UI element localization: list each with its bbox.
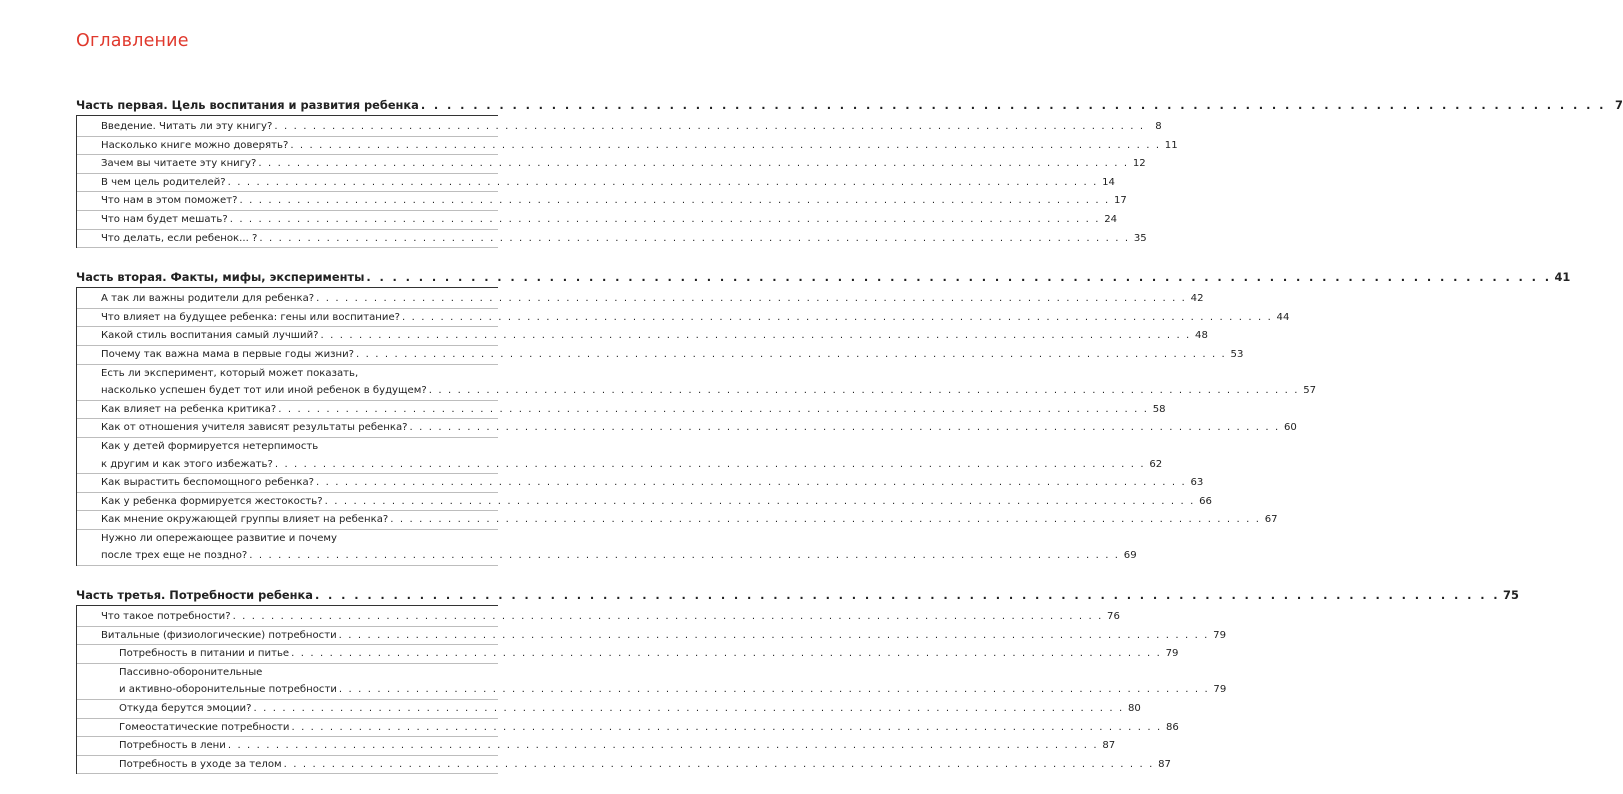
part-page-number: 75 — [1503, 588, 1519, 603]
entry-last-line — [101, 547, 1137, 565]
toc-entry[interactable] — [77, 756, 1171, 775]
entry-title: Насколько книге можно доверять? — [101, 139, 289, 151]
toc-part — [76, 586, 1519, 774]
entry-title: к другим и как этого избежать? — [101, 458, 273, 470]
entry-last-line — [101, 137, 1178, 155]
entry-page-number: 44 — [1276, 311, 1290, 323]
toc-entry[interactable] — [77, 627, 1226, 646]
toc-entry[interactable] — [77, 155, 1146, 174]
part-heading[interactable] — [76, 96, 1623, 116]
entry-last-line — [101, 327, 1208, 345]
entry-title: Витальные (физиологические) потребности — [101, 629, 337, 641]
dot-leader — [278, 401, 1148, 419]
entry-page-number: 42 — [1190, 293, 1204, 305]
toc-part — [76, 96, 1623, 248]
entry-title: Как вырастить беспомощного ребенка? — [101, 477, 315, 489]
entry-last-line — [101, 118, 1162, 136]
entry-title: Потребность в лени — [119, 740, 226, 752]
dot-leader — [253, 700, 1123, 718]
dot-leader — [321, 327, 1191, 345]
dot-leader — [258, 155, 1128, 173]
dot-leader — [291, 719, 1161, 737]
dot-leader — [290, 137, 1160, 155]
entry-list — [76, 116, 1178, 248]
entry-page-number: 35 — [1133, 232, 1147, 244]
dot-leader — [315, 586, 1500, 604]
entry-page-number: 24 — [1104, 213, 1118, 225]
entry-last-line — [101, 192, 1127, 210]
entry-last-line — [119, 719, 1179, 737]
toc-entry[interactable] — [77, 137, 1178, 156]
entry-page-number: 66 — [1199, 495, 1212, 507]
entry-page-number: 17 — [1113, 195, 1127, 207]
entry-last-line — [101, 627, 1226, 645]
entry-title-line: Есть ли эксперимент, который может показать, — [101, 367, 359, 379]
dot-leader — [339, 681, 1209, 699]
entry-page-number: 62 — [1149, 458, 1163, 470]
entry-page-number: 53 — [1230, 348, 1244, 360]
entry-title: Откуда берутся эмоции? — [119, 703, 252, 715]
entry-last-line — [101, 419, 1297, 437]
entry-page-number: 79 — [1213, 629, 1226, 641]
dot-leader — [316, 474, 1186, 492]
dot-leader — [402, 309, 1272, 327]
entry-page-number: 79 — [1213, 684, 1227, 696]
entry-title: В чем цель родителей? — [101, 176, 226, 188]
entry-page-number: 12 — [1132, 158, 1146, 170]
entry-title: Что делать, если ребенок... ? — [101, 232, 258, 244]
entry-last-line — [101, 290, 1204, 308]
entry-title: Потребность в питании и питье — [119, 648, 290, 660]
entry-title: Зачем вы читаете эту книгу? — [101, 158, 257, 170]
dot-leader — [259, 230, 1129, 248]
entry-page-number: 79 — [1165, 648, 1179, 660]
entry-title: насколько успешен будет тот или иной ребенок в будущем? — [101, 385, 427, 397]
dot-leader — [429, 382, 1299, 400]
entry-title-line: Пассивно-оборонительные — [119, 666, 263, 678]
entry-title: и активно-оборонительные потребности — [119, 684, 337, 696]
entry-page-number: 14 — [1102, 176, 1115, 188]
dot-leader — [284, 756, 1154, 774]
toc-entry[interactable] — [77, 309, 1290, 328]
entry-page-number: 8 — [1155, 121, 1162, 132]
entry-last-line — [101, 230, 1147, 248]
toc-entry[interactable] — [77, 419, 1297, 438]
toc-entry[interactable] — [77, 211, 1118, 230]
dot-leader — [339, 627, 1209, 645]
toc-part — [76, 268, 1571, 566]
entry-page-number: 87 — [1102, 740, 1116, 752]
entry-title: Как от отношения учителя зависят результаты ребенка? — [101, 422, 408, 434]
table-of-contents — [76, 96, 1623, 794]
entry-title: после трех еще не поздно? — [101, 550, 248, 562]
entry-page-number: 63 — [1190, 477, 1204, 489]
entry-page-number: 86 — [1165, 721, 1179, 733]
toc-entry[interactable] — [77, 511, 1278, 530]
entry-title: Как мнение окружающей группы влияет на ребенка? — [101, 514, 389, 526]
toc-entry[interactable] — [77, 700, 1141, 719]
entry-last-line — [119, 681, 1227, 699]
part-title: Часть вторая. Факты, мифы, эксперименты — [76, 270, 365, 285]
entry-page-number: 76 — [1107, 611, 1120, 623]
dot-leader — [239, 192, 1109, 210]
entry-page-number: 11 — [1164, 139, 1178, 151]
dot-leader — [316, 290, 1186, 308]
part-page-number: 7 — [1614, 98, 1623, 112]
dot-leader — [325, 493, 1195, 511]
dot-leader — [275, 456, 1145, 474]
entry-title: Какой стиль воспитания самый лучший? — [101, 330, 319, 342]
entry-title: Что нам будет мешать? — [101, 213, 228, 225]
entry-last-line — [101, 608, 1120, 626]
entry-title: Потребность в уходе за телом — [119, 758, 282, 770]
dot-leader — [233, 608, 1103, 626]
entry-last-line — [101, 511, 1278, 529]
dot-leader — [366, 268, 1551, 286]
toc-entry[interactable] — [77, 401, 1166, 420]
toc-entry[interactable] — [77, 230, 1147, 249]
part-heading[interactable] — [76, 586, 1519, 606]
part-title: Часть первая. Цель воспитания и развития ребенка — [76, 98, 419, 112]
toc-entry[interactable] — [77, 474, 1204, 493]
toc-entry[interactable] — [77, 327, 1208, 346]
entry-page-number: 69 — [1123, 550, 1137, 562]
entry-page-number: 80 — [1127, 703, 1141, 715]
toc-entry[interactable] — [77, 530, 1137, 566]
entry-last-line — [101, 155, 1146, 173]
page-title: Оглавление — [76, 31, 189, 51]
toc-entry[interactable] — [77, 608, 1120, 627]
entry-title: Что влияет на будущее ребенка: гены или воспитание? — [101, 311, 401, 323]
dot-leader — [228, 737, 1098, 755]
entry-page-number: 60 — [1283, 422, 1297, 434]
toc-entry[interactable] — [77, 192, 1127, 211]
entry-last-line — [119, 756, 1171, 774]
entry-last-line — [101, 456, 1163, 474]
toc-entry[interactable] — [77, 118, 1162, 137]
part-heading[interactable] — [76, 268, 1571, 288]
dot-leader — [249, 547, 1119, 565]
toc-entry[interactable] — [77, 645, 1179, 664]
toc-entry[interactable] — [77, 174, 1115, 193]
toc-entry[interactable] — [77, 737, 1116, 756]
toc-entry[interactable] — [77, 664, 1227, 700]
entry-title-line: Нужно ли опережающее развитие и почему — [101, 532, 338, 544]
entry-last-line — [101, 309, 1290, 327]
toc-entry[interactable] — [77, 719, 1179, 738]
entry-last-line — [119, 737, 1116, 755]
entry-list — [76, 606, 1227, 774]
entry-title-line: Как у детей формируется нетерпимость — [101, 440, 319, 452]
entry-title: Как у ребенка формируется жестокость? — [101, 495, 323, 507]
dot-leader — [291, 645, 1161, 663]
entry-title: Введение. Читать ли эту книгу? — [101, 121, 273, 132]
dot-leader — [421, 96, 1606, 114]
entry-last-line — [101, 493, 1212, 511]
entry-last-line — [101, 346, 1244, 364]
dot-leader — [228, 174, 1098, 192]
dot-leader — [390, 511, 1260, 529]
entry-last-line — [101, 174, 1115, 192]
entry-last-line — [119, 645, 1179, 663]
entry-page-number: 67 — [1264, 514, 1278, 526]
dot-leader — [230, 211, 1100, 229]
entry-last-line — [101, 474, 1204, 492]
entry-title: Почему так важна мама в первые годы жизни? — [101, 348, 355, 360]
entry-page-number: 87 — [1158, 758, 1171, 770]
toc-entry[interactable] — [77, 493, 1212, 512]
entry-title: Как влияет на ребенка критика? — [101, 403, 277, 415]
dot-leader — [356, 346, 1226, 364]
entry-page-number: 48 — [1195, 330, 1208, 342]
part-page-number: 41 — [1554, 270, 1571, 285]
dot-leader — [274, 118, 1144, 136]
entry-last-line — [101, 382, 1317, 400]
dot-leader — [410, 419, 1280, 437]
entry-title: А так ли важны родители для ребенка? — [101, 293, 315, 305]
toc-entry[interactable] — [77, 346, 1244, 365]
entry-title: Что такое потребности? — [101, 611, 231, 623]
entry-page-number: 58 — [1152, 403, 1166, 415]
toc-entry[interactable] — [77, 290, 1204, 309]
entry-title: Гомеостатические потребности — [119, 721, 290, 733]
entry-page-number: 57 — [1303, 385, 1317, 397]
part-title: Часть третья. Потребности ребенка — [76, 588, 313, 603]
entry-last-line — [101, 401, 1166, 419]
entry-last-line — [101, 211, 1118, 229]
toc-entry[interactable] — [77, 438, 1163, 474]
toc-entry[interactable] — [77, 365, 1317, 401]
entry-title: Что нам в этом поможет? — [101, 195, 238, 207]
entry-list — [76, 288, 1317, 566]
entry-last-line — [119, 700, 1141, 718]
